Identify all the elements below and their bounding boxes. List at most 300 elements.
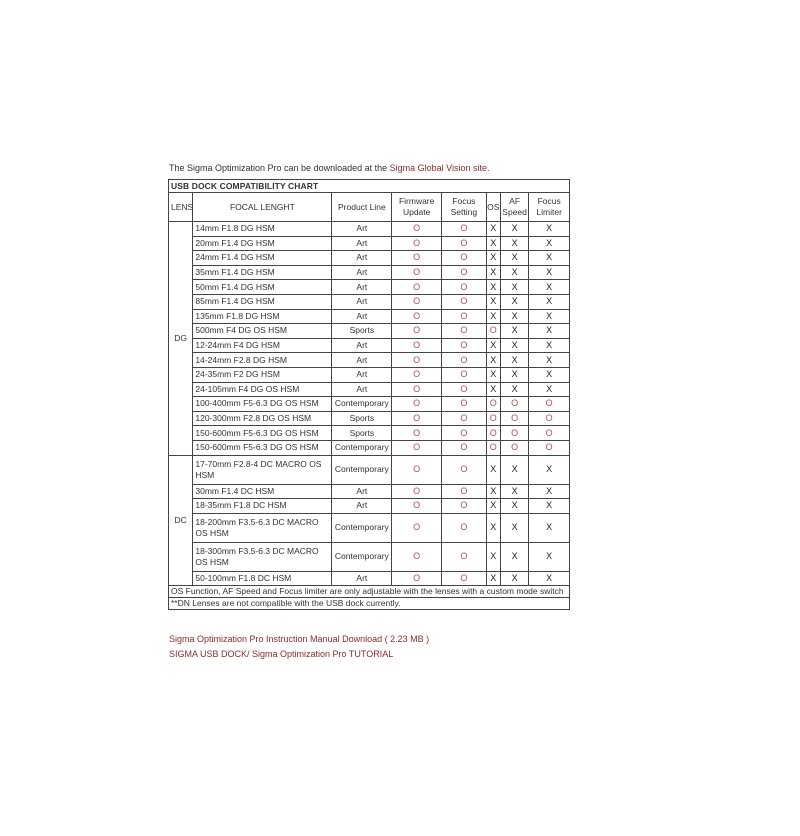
table-row <box>169 426 570 441</box>
table-row <box>169 324 570 339</box>
unsupported-mark: X <box>511 551 518 562</box>
af-speed-cell <box>500 382 528 397</box>
supported-mark: O <box>413 325 421 336</box>
supported-mark: O <box>460 340 468 351</box>
product-line: Art <box>332 294 392 309</box>
unsupported-mark: X <box>511 223 518 234</box>
firmware-update-cell <box>392 353 442 368</box>
supported-mark: O <box>413 398 421 409</box>
header-row <box>169 193 570 222</box>
supported-mark: O <box>413 427 421 438</box>
focus-setting-cell <box>442 382 487 397</box>
supported-mark: O <box>460 413 468 424</box>
os-cell <box>486 338 500 353</box>
table-row <box>169 440 570 455</box>
af-speed-cell <box>500 280 528 295</box>
lens-name: 14mm F1.8 DG HSM <box>193 222 332 237</box>
os-cell <box>486 382 500 397</box>
unsupported-mark: X <box>490 223 497 234</box>
firmware-update-cell <box>392 397 442 412</box>
supported-mark: O <box>460 354 468 365</box>
focus-limiter-cell <box>529 571 570 586</box>
supported-mark: O <box>511 413 519 424</box>
firmware-update-cell <box>392 513 442 542</box>
header-lens: LENS <box>169 193 193 222</box>
lens-name: 24-105mm F4 DG OS HSM <box>193 382 332 397</box>
firmware-update-cell <box>392 484 442 499</box>
focus-setting-cell <box>442 265 487 280</box>
unsupported-mark: X <box>546 325 553 336</box>
focus-limiter-cell <box>529 411 570 426</box>
header-af: AF Speed <box>500 193 528 222</box>
lens-name: 24-35mm F2 DG HSM <box>193 367 332 382</box>
af-speed-cell <box>500 324 528 339</box>
product-line: Art <box>332 499 392 514</box>
os-cell <box>486 440 500 455</box>
firmware-update-cell <box>392 440 442 455</box>
firmware-update-cell <box>392 280 442 295</box>
af-speed-cell <box>500 397 528 412</box>
tutorial-link[interactable]: SIGMA USB DOCK/ Sigma Optimization Pro TUTORIAL <box>169 649 394 659</box>
supported-mark: O <box>413 281 421 292</box>
product-line: Art <box>332 309 392 324</box>
lens-name: 135mm F1.8 DG HSM <box>193 309 332 324</box>
table-title: USB DOCK COMPATIBILITY CHART <box>169 180 570 193</box>
firmware-update-cell <box>392 367 442 382</box>
product-line: Contemporary <box>332 513 392 542</box>
focus-limiter-cell <box>529 338 570 353</box>
focus-limiter-cell <box>529 280 570 295</box>
supported-mark: O <box>489 398 497 409</box>
table-row <box>169 411 570 426</box>
note-dn-lenses: **DN Lenses are not compatible with the USB dock currently. <box>169 598 570 610</box>
firmware-update-cell <box>392 499 442 514</box>
product-line: Art <box>332 353 392 368</box>
header-firmware: Firmware Update <box>392 193 442 222</box>
focus-limiter-cell <box>529 542 570 571</box>
header-limiter: Focus Limiter <box>529 193 570 222</box>
os-cell <box>486 280 500 295</box>
table-row <box>169 338 570 353</box>
unsupported-mark: X <box>511 383 518 394</box>
af-speed-cell <box>500 484 528 499</box>
firmware-update-cell <box>392 309 442 324</box>
intro-text <box>169 163 490 173</box>
unsupported-mark: X <box>511 340 518 351</box>
supported-mark: O <box>460 267 468 278</box>
focus-limiter-cell <box>529 353 570 368</box>
os-cell <box>486 222 500 237</box>
af-speed-cell <box>500 426 528 441</box>
unsupported-mark: X <box>490 485 497 496</box>
table-row <box>169 367 570 382</box>
os-cell <box>486 367 500 382</box>
unsupported-mark: X <box>546 223 553 234</box>
product-line: Art <box>332 280 392 295</box>
supported-mark: O <box>460 237 468 248</box>
focus-setting-cell <box>442 513 487 542</box>
supported-mark: O <box>413 223 421 234</box>
lens-name: 35mm F1.4 DG HSM <box>193 265 332 280</box>
af-speed-cell <box>500 440 528 455</box>
lens-name: 150-600mm F5-6.3 DG OS HSM <box>193 440 332 455</box>
supported-mark: O <box>460 325 468 336</box>
supported-mark: O <box>413 442 421 453</box>
unsupported-mark: X <box>490 383 497 394</box>
supported-mark: O <box>413 310 421 321</box>
header-os: OS <box>486 193 500 222</box>
os-cell <box>486 397 500 412</box>
header-line: Product Line <box>332 193 392 222</box>
download-links <box>169 632 429 662</box>
lens-name: 18-200mm F3.5-6.3 DC MACRO OS HSM <box>193 513 332 542</box>
product-line: Contemporary <box>332 397 392 412</box>
supported-mark: O <box>413 572 421 583</box>
unsupported-mark: X <box>490 354 497 365</box>
unsupported-mark: X <box>511 464 518 474</box>
table-row <box>169 265 570 280</box>
supported-mark: O <box>413 267 421 278</box>
firmware-update-cell <box>392 411 442 426</box>
supported-mark: O <box>413 296 421 307</box>
supported-mark: O <box>460 281 468 292</box>
unsupported-mark: X <box>511 500 518 511</box>
supported-mark: O <box>460 442 468 453</box>
product-line: Contemporary <box>332 542 392 571</box>
lens-name: 14-24mm F2.8 DG HSM <box>193 353 332 368</box>
unsupported-mark: X <box>490 267 497 278</box>
os-cell <box>486 324 500 339</box>
unsupported-mark: X <box>490 522 497 533</box>
focus-setting-cell <box>442 251 487 266</box>
supported-mark: O <box>460 500 468 511</box>
table-row <box>169 222 570 237</box>
supported-mark: O <box>460 464 468 474</box>
focus-setting-cell <box>442 499 487 514</box>
firmware-update-cell <box>392 426 442 441</box>
table-row <box>169 236 570 251</box>
lens-name: 18-35mm F1.8 DC HSM <box>193 499 332 514</box>
table-row <box>169 499 570 514</box>
product-line: Sports <box>332 324 392 339</box>
unsupported-mark: X <box>511 485 518 496</box>
table-row <box>169 294 570 309</box>
unsupported-mark: X <box>490 281 497 292</box>
table-row <box>169 382 570 397</box>
intro-prefix: The Sigma Optimization Pro can be downloaded at the <box>169 163 388 173</box>
focus-setting-cell <box>442 367 487 382</box>
supported-mark: O <box>511 442 519 453</box>
supported-mark: O <box>413 252 421 263</box>
lens-name: 100-400mm F5-6.3 DG OS HSM <box>193 397 332 412</box>
header-focus: Focus Setting <box>442 193 487 222</box>
unsupported-mark: X <box>490 340 497 351</box>
intro-suffix: . <box>487 163 490 173</box>
supported-mark: O <box>545 413 553 424</box>
unsupported-mark: X <box>490 369 497 380</box>
table-row <box>169 251 570 266</box>
focus-setting-cell <box>442 353 487 368</box>
af-speed-cell <box>500 338 528 353</box>
os-cell <box>486 455 500 484</box>
os-cell <box>486 542 500 571</box>
supported-mark: O <box>545 398 553 409</box>
os-cell <box>486 353 500 368</box>
lens-name: 30mm F1.4 DC HSM <box>193 484 332 499</box>
lens-name: 50mm F1.4 DG HSM <box>193 280 332 295</box>
os-cell <box>486 251 500 266</box>
focus-limiter-cell <box>529 294 570 309</box>
lens-name: 150-600mm F5-6.3 DG OS HSM <box>193 426 332 441</box>
product-line: Art <box>332 222 392 237</box>
supported-mark: O <box>413 522 421 533</box>
unsupported-mark: X <box>546 464 553 474</box>
note-os-function: OS Function, AF Speed and Focus limiter are only adjustable with the lenses with a custom mode switch <box>169 586 570 598</box>
table-row <box>169 280 570 295</box>
product-line: Art <box>332 338 392 353</box>
unsupported-mark: X <box>546 296 553 307</box>
supported-mark: O <box>460 310 468 321</box>
product-line: Art <box>332 236 392 251</box>
product-line: Art <box>332 382 392 397</box>
supported-mark: O <box>460 398 468 409</box>
unsupported-mark: X <box>511 267 518 278</box>
focus-setting-cell <box>442 338 487 353</box>
supported-mark: O <box>460 522 468 533</box>
unsupported-mark: X <box>490 310 497 321</box>
focus-setting-cell <box>442 397 487 412</box>
af-speed-cell <box>500 367 528 382</box>
unsupported-mark: X <box>546 383 553 394</box>
focus-setting-cell <box>442 324 487 339</box>
product-line: Sports <box>332 426 392 441</box>
header-focal: FOCAL LENGHT <box>193 193 332 222</box>
supported-mark: O <box>413 237 421 248</box>
unsupported-mark: X <box>546 252 553 263</box>
unsupported-mark: X <box>490 551 497 562</box>
supported-mark: O <box>460 427 468 438</box>
supported-mark: O <box>413 340 421 351</box>
supported-mark: O <box>460 551 468 562</box>
table-row <box>169 542 570 571</box>
supported-mark: O <box>489 442 497 453</box>
focus-limiter-cell <box>529 397 570 412</box>
lens-group-dg: DG <box>169 222 193 456</box>
unsupported-mark: X <box>546 281 553 292</box>
firmware-update-cell <box>392 222 442 237</box>
lens-name: 500mm F4 DG OS HSM <box>193 324 332 339</box>
unsupported-mark: X <box>546 522 553 533</box>
supported-mark: O <box>489 427 497 438</box>
focus-limiter-cell <box>529 222 570 237</box>
focus-setting-cell <box>442 484 487 499</box>
lens-name: 85mm F1.4 DG HSM <box>193 294 332 309</box>
product-line: Contemporary <box>332 440 392 455</box>
focus-limiter-cell <box>529 251 570 266</box>
unsupported-mark: X <box>511 572 518 583</box>
lens-name: 120-300mm F2.8 DG OS HSM <box>193 411 332 426</box>
af-speed-cell <box>500 455 528 484</box>
product-line: Art <box>332 265 392 280</box>
table-row <box>169 571 570 586</box>
os-cell <box>486 265 500 280</box>
af-speed-cell <box>500 571 528 586</box>
supported-mark: O <box>413 383 421 394</box>
focus-setting-cell <box>442 236 487 251</box>
supported-mark: O <box>511 398 519 409</box>
product-line: Art <box>332 571 392 586</box>
supported-mark: O <box>460 572 468 583</box>
os-cell <box>486 571 500 586</box>
supported-mark: O <box>545 427 553 438</box>
supported-mark: O <box>511 427 519 438</box>
manual-download-link[interactable]: Sigma Optimization Pro Instruction Manual Download ( 2.23 MB ) <box>169 634 430 644</box>
focus-setting-cell <box>442 440 487 455</box>
unsupported-mark: X <box>511 522 518 533</box>
table-row <box>169 397 570 412</box>
supported-mark: O <box>413 485 421 496</box>
lens-group-dc: DC <box>169 455 193 586</box>
supported-mark: O <box>413 500 421 511</box>
unsupported-mark: X <box>511 237 518 248</box>
focus-limiter-cell <box>529 513 570 542</box>
focus-limiter-cell <box>529 455 570 484</box>
unsupported-mark: X <box>511 354 518 365</box>
os-cell <box>486 236 500 251</box>
supported-mark: O <box>489 413 497 424</box>
focus-limiter-cell <box>529 484 570 499</box>
unsupported-mark: X <box>546 354 553 365</box>
product-line: Contemporary <box>332 455 392 484</box>
unsupported-mark: X <box>511 281 518 292</box>
sigma-global-vision-link[interactable]: Sigma Global Vision site <box>389 163 488 173</box>
supported-mark: O <box>460 383 468 394</box>
os-cell <box>486 499 500 514</box>
table-row <box>169 455 570 484</box>
table-row <box>169 484 570 499</box>
supported-mark: O <box>460 485 468 496</box>
unsupported-mark: X <box>546 340 553 351</box>
af-speed-cell <box>500 309 528 324</box>
unsupported-mark: X <box>511 325 518 336</box>
os-cell <box>486 426 500 441</box>
focus-limiter-cell <box>529 426 570 441</box>
focus-limiter-cell <box>529 440 570 455</box>
af-speed-cell <box>500 294 528 309</box>
unsupported-mark: X <box>490 464 497 474</box>
supported-mark: O <box>460 296 468 307</box>
supported-mark: O <box>413 354 421 365</box>
focus-setting-cell <box>442 280 487 295</box>
af-speed-cell <box>500 251 528 266</box>
af-speed-cell <box>500 222 528 237</box>
lens-name: 50-100mm F1.8 DC HSM <box>193 571 332 586</box>
af-speed-cell <box>500 236 528 251</box>
supported-mark: O <box>460 252 468 263</box>
os-cell <box>486 513 500 542</box>
focus-limiter-cell <box>529 382 570 397</box>
firmware-update-cell <box>392 571 442 586</box>
unsupported-mark: X <box>546 237 553 248</box>
firmware-update-cell <box>392 265 442 280</box>
supported-mark: O <box>489 325 497 336</box>
os-cell <box>486 484 500 499</box>
unsupported-mark: X <box>546 310 553 321</box>
unsupported-mark: X <box>511 310 518 321</box>
focus-setting-cell <box>442 455 487 484</box>
unsupported-mark: X <box>490 500 497 511</box>
supported-mark: O <box>413 551 421 562</box>
os-cell <box>486 411 500 426</box>
supported-mark: O <box>413 464 421 474</box>
supported-mark: O <box>545 442 553 453</box>
focus-setting-cell <box>442 294 487 309</box>
focus-limiter-cell <box>529 367 570 382</box>
product-line: Art <box>332 251 392 266</box>
af-speed-cell <box>500 265 528 280</box>
focus-setting-cell <box>442 426 487 441</box>
lens-name: 24mm F1.4 DG HSM <box>193 251 332 266</box>
unsupported-mark: X <box>546 500 553 511</box>
supported-mark: O <box>460 223 468 234</box>
firmware-update-cell <box>392 542 442 571</box>
unsupported-mark: X <box>546 267 553 278</box>
af-speed-cell <box>500 353 528 368</box>
unsupported-mark: X <box>546 485 553 496</box>
os-cell <box>486 294 500 309</box>
focus-setting-cell <box>442 309 487 324</box>
focus-limiter-cell <box>529 265 570 280</box>
table-row <box>169 353 570 368</box>
unsupported-mark: X <box>490 296 497 307</box>
focus-limiter-cell <box>529 309 570 324</box>
compatibility-table <box>168 179 570 610</box>
supported-mark: O <box>460 369 468 380</box>
focus-limiter-cell <box>529 499 570 514</box>
unsupported-mark: X <box>511 296 518 307</box>
focus-setting-cell <box>442 571 487 586</box>
firmware-update-cell <box>392 294 442 309</box>
supported-mark: O <box>413 413 421 424</box>
os-cell <box>486 309 500 324</box>
firmware-update-cell <box>392 382 442 397</box>
firmware-update-cell <box>392 455 442 484</box>
lens-name: 17-70mm F2.8-4 DC MACRO OS HSM <box>193 455 332 484</box>
unsupported-mark: X <box>490 252 497 263</box>
unsupported-mark: X <box>546 551 553 562</box>
product-line: Art <box>332 484 392 499</box>
unsupported-mark: X <box>490 572 497 583</box>
unsupported-mark: X <box>511 369 518 380</box>
lens-name: 20mm F1.4 DG HSM <box>193 236 332 251</box>
supported-mark: O <box>413 369 421 380</box>
firmware-update-cell <box>392 236 442 251</box>
af-speed-cell <box>500 499 528 514</box>
af-speed-cell <box>500 513 528 542</box>
unsupported-mark: X <box>546 369 553 380</box>
focus-limiter-cell <box>529 236 570 251</box>
af-speed-cell <box>500 542 528 571</box>
firmware-update-cell <box>392 251 442 266</box>
focus-setting-cell <box>442 411 487 426</box>
lens-name: 12-24mm F4 DG HSM <box>193 338 332 353</box>
table-row <box>169 309 570 324</box>
table-row <box>169 513 570 542</box>
af-speed-cell <box>500 411 528 426</box>
unsupported-mark: X <box>546 572 553 583</box>
unsupported-mark: X <box>490 237 497 248</box>
focus-limiter-cell <box>529 324 570 339</box>
